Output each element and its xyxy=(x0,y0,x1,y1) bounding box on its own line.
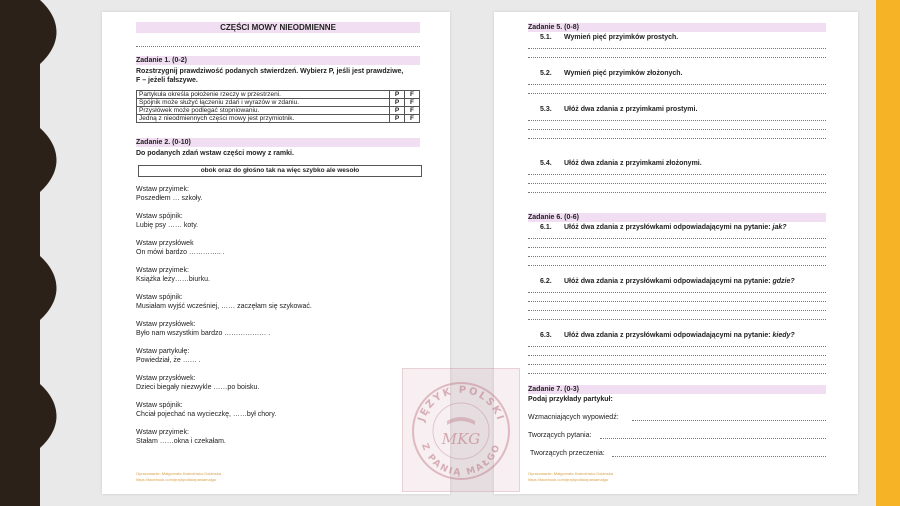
answer-line[interactable] xyxy=(528,93,826,94)
item-number: 6.1. xyxy=(540,224,552,231)
footer-link[interactable]: https://facebook.com/jezykpolskizpaniamalgo xyxy=(528,477,609,482)
particle-line-label: Wzmacniających wypowiedź: xyxy=(528,414,619,421)
answer-line[interactable] xyxy=(528,247,826,248)
task1-instruction: Rozstrzygnij prawdziwość podanych stwierdzeń. Wybierz P, jeśli jest prawdziwe, xyxy=(136,68,404,75)
item-label: Wstaw przysłówek: xyxy=(136,321,196,328)
item-label: Wstaw przyimek: xyxy=(136,186,189,193)
worksheet-page-left xyxy=(102,12,450,494)
statement: Partykuła określa położenie rzeczy w przestrzeni. xyxy=(137,91,390,99)
task7-instruction: Podaj przykłady partykuł: xyxy=(528,396,613,403)
item-label: Wstaw spójnik: xyxy=(136,402,183,409)
item-number: 6.2. xyxy=(540,278,552,285)
option-f[interactable]: F xyxy=(405,107,420,115)
question-word: kiedy? xyxy=(772,332,795,339)
option-p[interactable]: P xyxy=(390,115,405,123)
option-p[interactable]: P xyxy=(390,99,405,107)
item-number: 5.1. xyxy=(540,34,552,41)
item-label: Wstaw przysłówek xyxy=(136,240,194,247)
task1-heading: Zadanie 1. (0-2) xyxy=(136,57,187,64)
answer-line xyxy=(136,46,420,47)
item-sentence: Lubię psy …… koty. xyxy=(136,222,199,229)
answer-line[interactable] xyxy=(600,438,826,439)
answer-line[interactable] xyxy=(528,301,826,302)
word-box: obok oraz do głośno tak na więc szybko ale wesoło xyxy=(138,165,422,177)
worksheet-page-right xyxy=(494,12,858,494)
question-word: jak? xyxy=(772,224,787,231)
table-row xyxy=(137,91,420,99)
answer-line[interactable] xyxy=(632,420,826,421)
answer-line[interactable] xyxy=(528,355,826,356)
footer-credit: Opracowanie: Małgorzata Kwiecińska-Golańska xyxy=(136,471,221,476)
answer-line[interactable] xyxy=(528,84,826,85)
stamp-graphic xyxy=(403,369,519,491)
item-sentence: Dzieci biegały niezwykle ……po boisku. xyxy=(136,384,260,391)
item-label: Wstaw przyimek: xyxy=(136,267,189,274)
table-row xyxy=(137,99,420,107)
item-text: Wymień pięć przyimków prostych. xyxy=(564,34,679,41)
item-number: 5.4. xyxy=(540,160,552,167)
table-row xyxy=(137,115,420,123)
answer-line[interactable] xyxy=(528,292,826,293)
task1-instruction-2: F – jeżeli fałszywe. xyxy=(136,77,198,84)
answer-line[interactable] xyxy=(528,256,826,257)
item-number: 5.3. xyxy=(540,106,552,113)
item-label: Wstaw partykułę: xyxy=(136,348,190,355)
item-sentence: Było nam wszystkim bardzo ……………… . xyxy=(136,330,271,337)
item-sentence: On mówi bardzo ………….. . xyxy=(136,249,225,256)
option-f[interactable]: F xyxy=(405,115,420,123)
answer-line[interactable] xyxy=(528,319,826,320)
item-label: Wstaw przysłówek: xyxy=(136,375,196,382)
stamp-top-text: JĘZYK POLSKI xyxy=(416,384,506,424)
item-sentence: Musiałam wyjść wcześniej, …… zaczęłam się szykować. xyxy=(136,303,312,310)
answer-line[interactable] xyxy=(528,346,826,347)
item-label: Wstaw spójnik: xyxy=(136,213,183,220)
item-label: Wstaw przyimek: xyxy=(136,429,189,436)
answer-line[interactable] xyxy=(528,238,826,239)
item-sentence: Powiedział, że …… . xyxy=(136,357,201,364)
answer-line[interactable] xyxy=(528,183,826,184)
statement: Jedną z nieodmiennych części mowy jest przymiotnik. xyxy=(137,115,390,123)
answer-line[interactable] xyxy=(528,120,826,121)
answer-line[interactable] xyxy=(528,129,826,130)
table-row xyxy=(137,107,420,115)
item-text: Ułóż dwa zdania z przysłówkami odpowiadającymi na pytanie: jak? xyxy=(564,224,787,231)
task2-heading: Zadanie 2. (0-10) xyxy=(136,139,191,146)
footer-credit: Opracowanie: Małgorzata Kwiecińska-Golańska xyxy=(528,471,613,476)
answer-line[interactable] xyxy=(528,265,826,266)
task7-heading: Zadanie 7. (0-3) xyxy=(528,386,579,393)
statement: Spójnik może służyć łączeniu zdań i wyrazów w zdaniu. xyxy=(137,99,390,107)
item-sentence: Chciał pojechać na wycieczkę, ……był chory. xyxy=(136,411,277,418)
item-text: Ułóż dwa zdania z przysłówkami odpowiadającymi na pytanie: kiedy? xyxy=(564,332,795,339)
item-sentence: Stałam ……okna i czekałam. xyxy=(136,438,226,445)
option-p[interactable]: P xyxy=(390,91,405,99)
answer-line[interactable] xyxy=(528,192,826,193)
option-f[interactable]: F xyxy=(405,99,420,107)
answer-line[interactable] xyxy=(528,138,826,139)
item-text: Ułóż dwa zdania z przyimkami złożonymi. xyxy=(564,160,702,167)
answer-line[interactable] xyxy=(528,310,826,311)
particle-line-label: Tworzących pytania: xyxy=(528,432,592,439)
answer-line[interactable] xyxy=(528,373,826,374)
task5-heading: Zadanie 5. (0-8) xyxy=(528,24,579,31)
answer-line[interactable] xyxy=(528,364,826,365)
item-sentence: Książka leży……biurku. xyxy=(136,276,210,283)
item-text: Ułóż dwa zdania z przysłówkami odpowiadającymi na pytanie: gdzie? xyxy=(564,278,795,285)
item-label: Wstaw spójnik: xyxy=(136,294,183,301)
right-yellow-stripe xyxy=(876,0,900,506)
task6-heading: Zadanie 6. (0-6) xyxy=(528,214,579,221)
stamp-bottom-text: Z PANIĄ MAŁGO xyxy=(419,442,503,479)
answer-line[interactable] xyxy=(528,174,826,175)
item-number: 6.3. xyxy=(540,332,552,339)
task2-instruction: Do podanych zdań wstaw części mowy z ramki. xyxy=(136,150,294,157)
left-wavy-stripe xyxy=(0,0,70,506)
statement: Przysłówek może podlegać stopniowaniu. xyxy=(137,107,390,115)
true-false-table xyxy=(136,90,420,123)
particle-line-label: Tworzących przeczenia: xyxy=(530,450,605,457)
option-p[interactable]: P xyxy=(390,107,405,115)
answer-line[interactable] xyxy=(528,57,826,58)
answer-line[interactable] xyxy=(612,456,826,457)
answer-line[interactable] xyxy=(528,48,826,49)
watermark-stamp xyxy=(402,368,520,492)
item-sentence: Poszedłem … szkoły. xyxy=(136,195,203,202)
option-f[interactable]: F xyxy=(405,91,420,99)
footer-link[interactable]: https://facebook.com/jezykpolskizpaniamalgo xyxy=(136,477,217,482)
page-title: CZĘŚCI MOWY NIEODMIENNE xyxy=(136,22,420,33)
stamp-monogram: MKG xyxy=(441,430,481,448)
item-number: 5.2. xyxy=(540,70,552,77)
item-text: Ułóż dwa zdania z przyimkami prostymi. xyxy=(564,106,698,113)
item-text: Wymień pięć przyimków złożonych. xyxy=(564,70,683,77)
question-word: gdzie? xyxy=(772,278,795,285)
